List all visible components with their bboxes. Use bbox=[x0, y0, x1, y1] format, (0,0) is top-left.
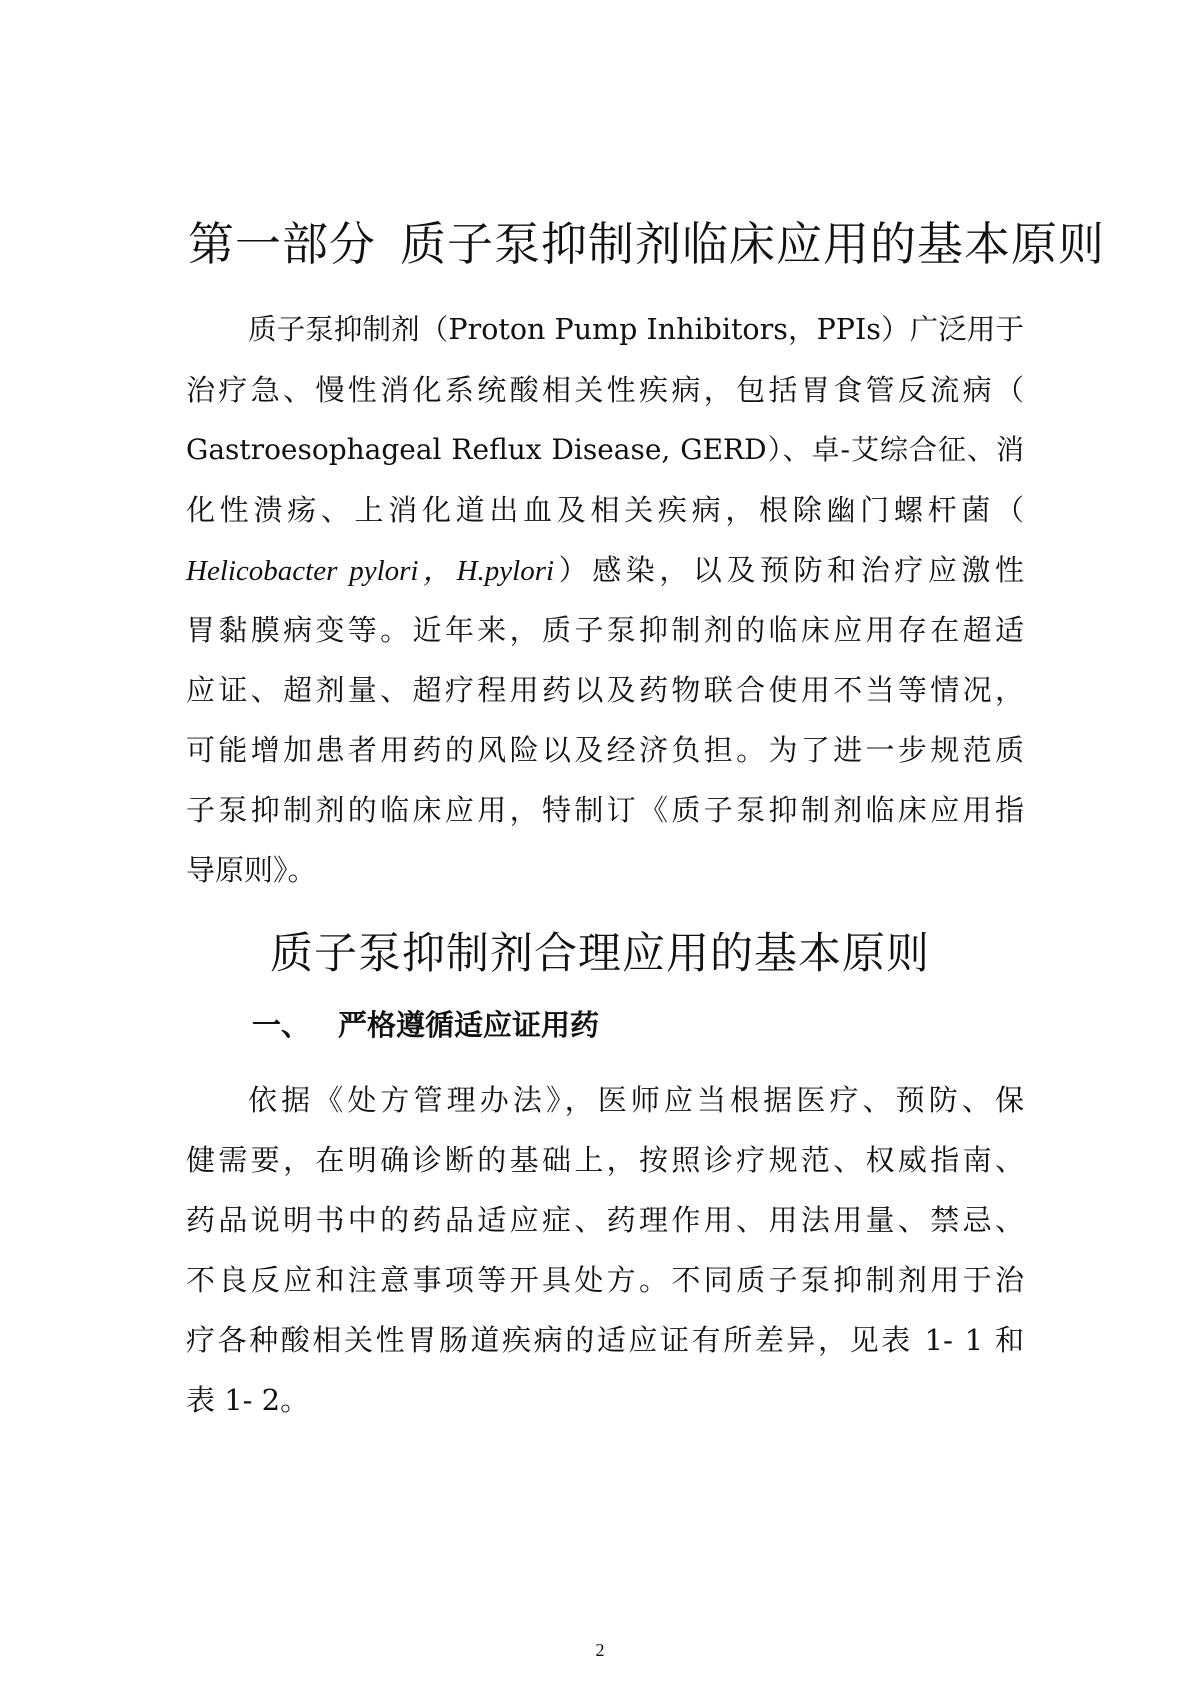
sub-heading-text: 严格遵循适应证用药 bbox=[338, 1008, 600, 1042]
body-line: 不良反应和注意事项等开具处方。不同质子泵抑制剂用于治 bbox=[186, 1263, 1024, 1297]
intro-line: Gastroesophageal Reflux Disease, GERD）、卓-艾综合征、消 bbox=[186, 433, 1024, 466]
sub-heading bbox=[252, 1000, 599, 1050]
page-number: 2 bbox=[595, 1640, 605, 1660]
intro-line-latin bbox=[186, 540, 1024, 600]
intro-line: 应证、超剂量、超疗程用药以及药物联合使用不当等情况， bbox=[186, 673, 1024, 707]
sub-heading-number: 一、 bbox=[252, 1008, 311, 1042]
intro-line: 子泵抑制剂的临床应用，特制订《质子泵抑制剂临床应用指 bbox=[186, 793, 1024, 827]
intro-line: 导原则》。 bbox=[186, 853, 317, 887]
latin-name: Helicobacter pylori，H.pylori bbox=[186, 555, 555, 587]
body-line: 依据《处方管理办法》，医师应当根据医疗、预防、保 bbox=[248, 1083, 1024, 1117]
body-line: 表 1- 2。 bbox=[186, 1383, 310, 1417]
intro-line: 可能增加患者用药的风险以及经济负担。为了进一步规范质 bbox=[186, 733, 1024, 767]
intro-paragraph bbox=[186, 300, 1024, 900]
section-title: 质子泵抑制剂合理应用的基本原则 bbox=[270, 929, 930, 979]
intro-line: 治疗急、慢性消化系统酸相关性疾病，包括胃食管反流病（ bbox=[186, 373, 1024, 407]
intro-line: 胃黏膜病变等。近年来，质子泵抑制剂的临床应用存在超适 bbox=[186, 613, 1024, 647]
part-label: 第一部分 bbox=[188, 217, 376, 271]
intro-line-rest: ）感染，以及预防和治疗应激性 bbox=[554, 553, 1024, 587]
body-line: 药品说明书中的药品适应症、药理作用、用法用量、禁忌、 bbox=[186, 1203, 1024, 1237]
body-line: 疗各种酸相关性胃肠道疾病的适应证有所差异，见表 1- 1 和 bbox=[186, 1323, 1024, 1357]
indication-paragraph bbox=[186, 1070, 1024, 1430]
body-line: 健需要，在明确诊断的基础上，按照诊疗规范、权威指南、 bbox=[186, 1143, 1024, 1177]
part-title bbox=[188, 214, 1105, 274]
intro-line: 化性溃疡、上消化道出血及相关疾病，根除幽门螺杆菌（ bbox=[186, 493, 1024, 527]
intro-line: 质子泵抑制剂（Proton Pump Inhibitors，PPIs）广泛用于 bbox=[248, 313, 1024, 346]
part-title-text: 质子泵抑制剂临床应用的基本原则 bbox=[400, 217, 1105, 271]
